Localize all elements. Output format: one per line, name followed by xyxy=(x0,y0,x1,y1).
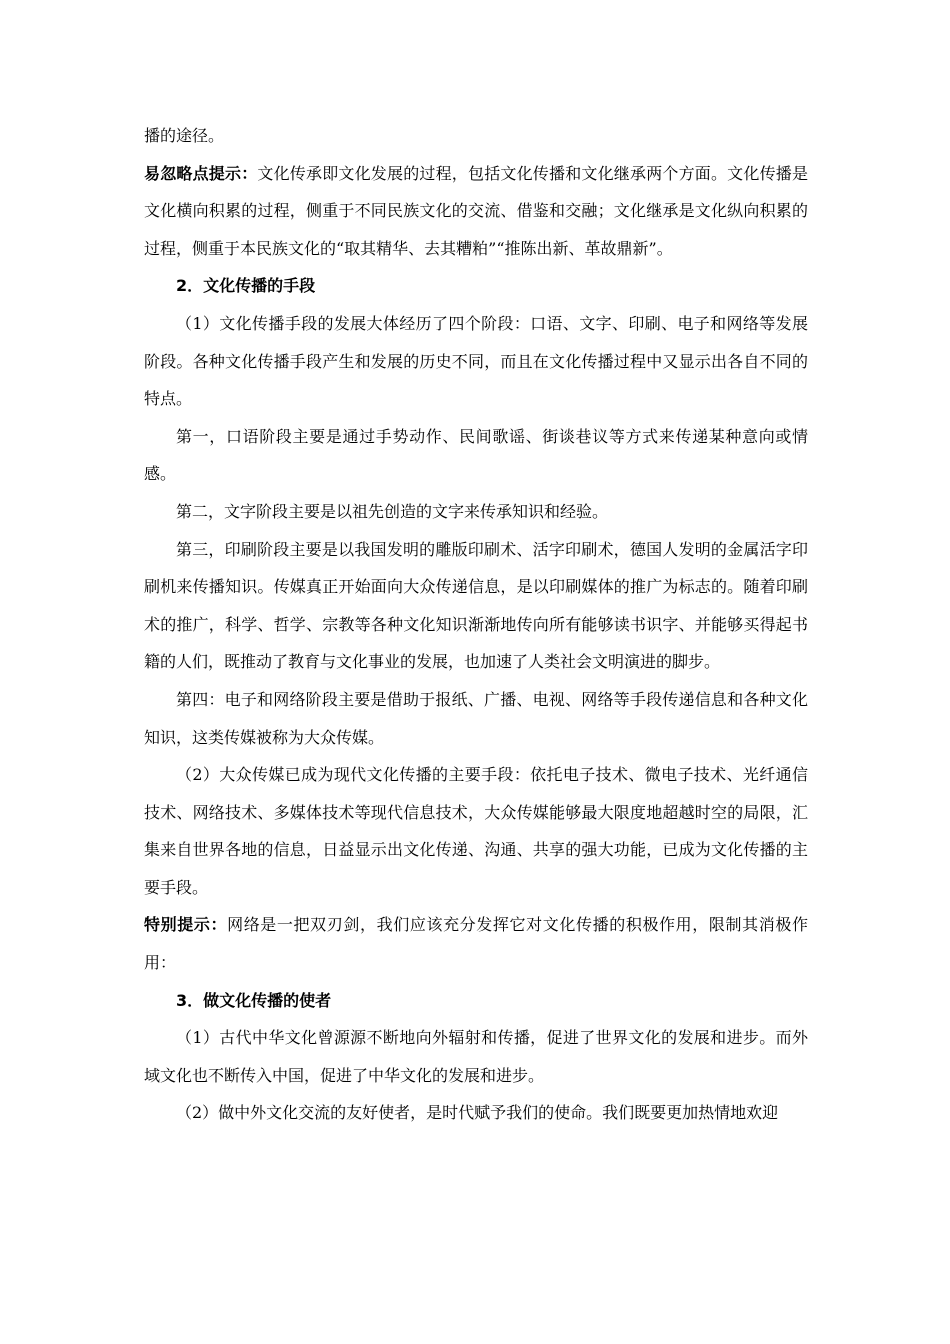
paragraph: 第三，印刷阶段主要是以我国发明的雕版印刷术、活字印刷术，德国人发明的金属活字印刷机来传播知识。传媒真正开始面向大众传递信息，是以印刷媒体的推广为标志的。随着印刷术的推广，科学、哲学、宗教等各种文化知识渐渐地传向所有能够读书识字、并能够买得起书籍的人们，既推动了教育与文化事业的发展，也加速了人类社会文明演进的脚步。 xyxy=(144,539,808,672)
document-body xyxy=(144,117,808,1132)
tip-text: 网络是一把双刃剑，我们应该充分发挥它对文化传播的积极作用，限制其消极作用： xyxy=(144,915,808,973)
paragraph: 第二，文字阶段主要是以祖先创造的文字来传承知识和经验。 xyxy=(176,501,609,521)
tip-label: 特别提示： xyxy=(144,915,228,935)
section-heading: 3．做文化传播的使者 xyxy=(176,990,332,1010)
section-heading: 2．文化传播的手段 xyxy=(176,276,316,296)
tip-paragraph xyxy=(144,155,808,268)
paragraph: （1）文化传播手段的发展大体经历了四个阶段：口语、文字、印刷、电子和网络等发展阶段。各种文化传播手段产生和发展的历史不同，而且在文化传播过程中又显示出各自不同的特点。 xyxy=(144,313,808,409)
paragraph: （1）古代中华文化曾源源不断地向外辐射和传播，促进了世界文化的发展和进步。而外域文化也不断传入中国，促进了中华文化的发展和进步。 xyxy=(144,1028,808,1085)
paragraph-continuation: 播的途径。 xyxy=(144,126,225,145)
paragraph: 第四：电子和网络阶段主要是借助于报纸、广播、电视、网络等手段传递信息和各种文化知识，这类传媒被称为大众传媒。 xyxy=(144,689,808,747)
tip-text: 文化传承即文化发展的过程，包括文化传播和文化继承两个方面。文化传播是文化横向积累的过程，侧重于不同民族文化的交流、借鉴和交融；文化继承是文化纵向积累的过程，侧重于本民族文化的“取其精华、去其糟粕”“推陈出新、革故鼎新”。 xyxy=(144,163,808,258)
paragraph: （2）做中外文化交流的友好使者，是时代赋予我们的使命。我们既要更加热情地欢迎 xyxy=(176,1103,779,1123)
tip-label: 易忽略点提示： xyxy=(144,163,258,183)
tip-paragraph xyxy=(144,906,808,981)
paragraph: 第一，口语阶段主要是通过手势动作、民间歌谣、街谈巷议等方式来传递某种意向或情感。 xyxy=(144,426,808,484)
paragraph: （2）大众传媒已成为现代文化传播的主要手段：依托电子技术、微电子技术、光纤通信技术、网络技术、多媒体技术等现代信息技术，大众传媒能够最大限度地超越时空的局限，汇集来自世界各地的信息，日益显示出文化传递、沟通、共享的强大功能，已成为文化传播的主要手段。 xyxy=(144,765,808,897)
